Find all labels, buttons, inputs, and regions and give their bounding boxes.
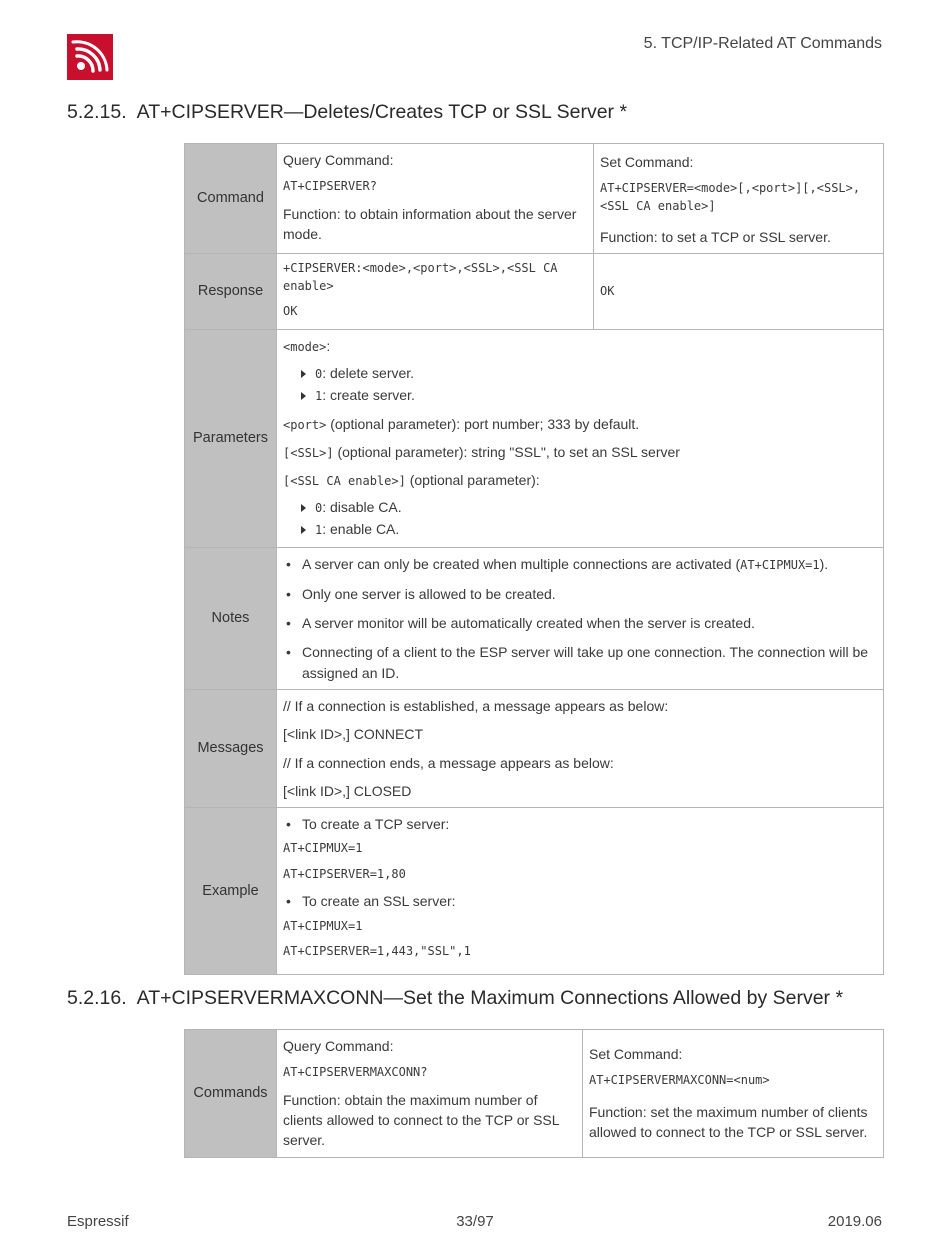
triangle-bullet-icon [301,526,306,534]
bullet-icon: • [286,893,291,910]
param-ssl-ca: [<SSL CA enable>] (optional parameter): [283,472,540,489]
query-command-function: Function: to obtain information about the server mode. [283,205,577,242]
bullet-icon: • [286,556,291,573]
chapter-title: 5. TCP/IP-Related AT Commands [643,35,882,52]
bullet-icon: • [286,644,291,661]
list-item: • A server can only be created when multiple connections are activated (AT+CIPMUX=1). [283,554,877,574]
parameters-cell [277,330,884,548]
set-response-ok: OK [600,284,615,299]
query-command-code: AT+CIPSERVERMAXCONN? [283,1065,428,1080]
param-port: <port> (optional parameter): port number; 333 by default. [283,415,640,432]
parameters-row [185,330,884,548]
notes-cell [277,548,884,690]
triangle-bullet-icon [301,370,306,378]
query-command-cell [277,144,594,254]
message-line: // If a connection is established, a message appears as below: [283,697,669,714]
espressif-logo-icon [67,34,113,80]
example-list [283,891,877,911]
footer-page-number: 33/97 [456,1213,494,1230]
query-response-cell [277,254,594,330]
param-ca-option: 0: disable CA. [301,497,877,517]
query-command-title: Query Command: [283,152,394,168]
set-command-title: Set Command: [600,154,694,170]
param-mode-name: <mode> [283,340,327,355]
param-ca-option: 1: enable CA. [301,519,877,539]
row-header-commands: Commands [185,1030,277,1158]
query-response-ok: OK [283,304,298,319]
section-heading [67,987,843,1010]
section-number: 5.2.16. [67,987,127,1009]
row-header-response: Response [185,254,277,330]
triangle-bullet-icon [301,504,306,512]
section-number: 5.2.15. [67,101,127,123]
set-command-function: Function: set the maximum number of clients allowed to connect to the TCP or SSL server. [589,1103,868,1141]
example-cell [277,808,884,975]
row-header-command: Command [185,144,277,254]
example-row [185,808,884,975]
set-command-cell [594,144,884,254]
example-code: AT+CIPSERVER=1,80 [283,866,406,881]
command-row [185,144,884,254]
response-row [185,254,884,330]
section-title: AT+CIPSERVER—Deletes/Creates TCP or SSL Server * [136,101,628,123]
footer-date: 2019.06 [827,1213,882,1230]
row-header-messages: Messages [185,689,277,807]
footer-company: Espressif [67,1213,129,1230]
query-command-title: Query Command: [283,1038,394,1054]
bullet-icon: • [286,816,291,833]
param-ssl: [<SSL>] (optional parameter): string "SSL", to set an SSL server [283,443,680,460]
set-response-cell [594,254,884,330]
set-command-function: Function: to set a TCP or SSL server. [600,229,831,246]
example-code: AT+CIPMUX=1 [283,841,363,856]
example-code: AT+CIPMUX=1 [283,918,363,933]
message-line: [<link ID>,] CONNECT [283,726,424,743]
bullet-icon: • [286,615,291,632]
list-item: • Only one server is allowed to be created. [283,584,877,604]
example-list [283,814,877,834]
commands-row [185,1030,884,1158]
notes-list [283,554,877,683]
param-mode-option: 0: delete server. [301,363,877,383]
messages-row [185,689,884,807]
list-item: • Connecting of a client to the ESP server will take up one connection. The connection will be assigned an ID. [286,644,869,681]
query-response-code: +CIPSERVER:<mode>,<port>,<SSL>,<SSL CA enable> [283,261,558,293]
set-command-code: AT+CIPSERVERMAXCONN=<num> [589,1073,770,1088]
row-header-notes: Notes [185,548,277,690]
param-mode: <mode>: [283,338,331,355]
set-command-code: AT+CIPSERVER=<mode>[,<port>][,<SSL>,<SSL CA enable>] [600,181,861,213]
query-command-cell [277,1030,583,1158]
set-command-cell [583,1030,884,1158]
bullet-icon: • [286,585,291,602]
section-title: AT+CIPSERVERMAXCONN—Set the Maximum Connections Allowed by Server * [136,987,844,1009]
section-heading [67,101,627,124]
query-command-function: Function: obtain the maximum number of clients allowed to connect to the TCP or SSL server. [283,1091,560,1149]
row-header-parameters: Parameters [185,330,277,548]
cipserver-table [184,143,884,975]
example-code: AT+CIPSERVER=1,443,"SSL",1 [283,943,471,958]
message-line: [<link ID>,] CLOSED [283,782,412,799]
list-item: • A server monitor will be automatically created when the server is created. [283,613,877,633]
set-command-title: Set Command: [589,1046,683,1063]
list-item: • To create a TCP server: [283,814,877,834]
message-line: // If a connection ends, a message appears as below: [283,754,614,771]
triangle-bullet-icon [301,392,306,400]
query-command-code: AT+CIPSERVER? [283,179,377,194]
list-item: • To create an SSL server: [283,891,877,911]
notes-row [185,548,884,690]
cipservermaxconn-table [184,1029,884,1158]
messages-cell [277,689,884,807]
param-mode-option: 1: create server. [301,385,877,405]
row-header-example: Example [185,808,277,975]
